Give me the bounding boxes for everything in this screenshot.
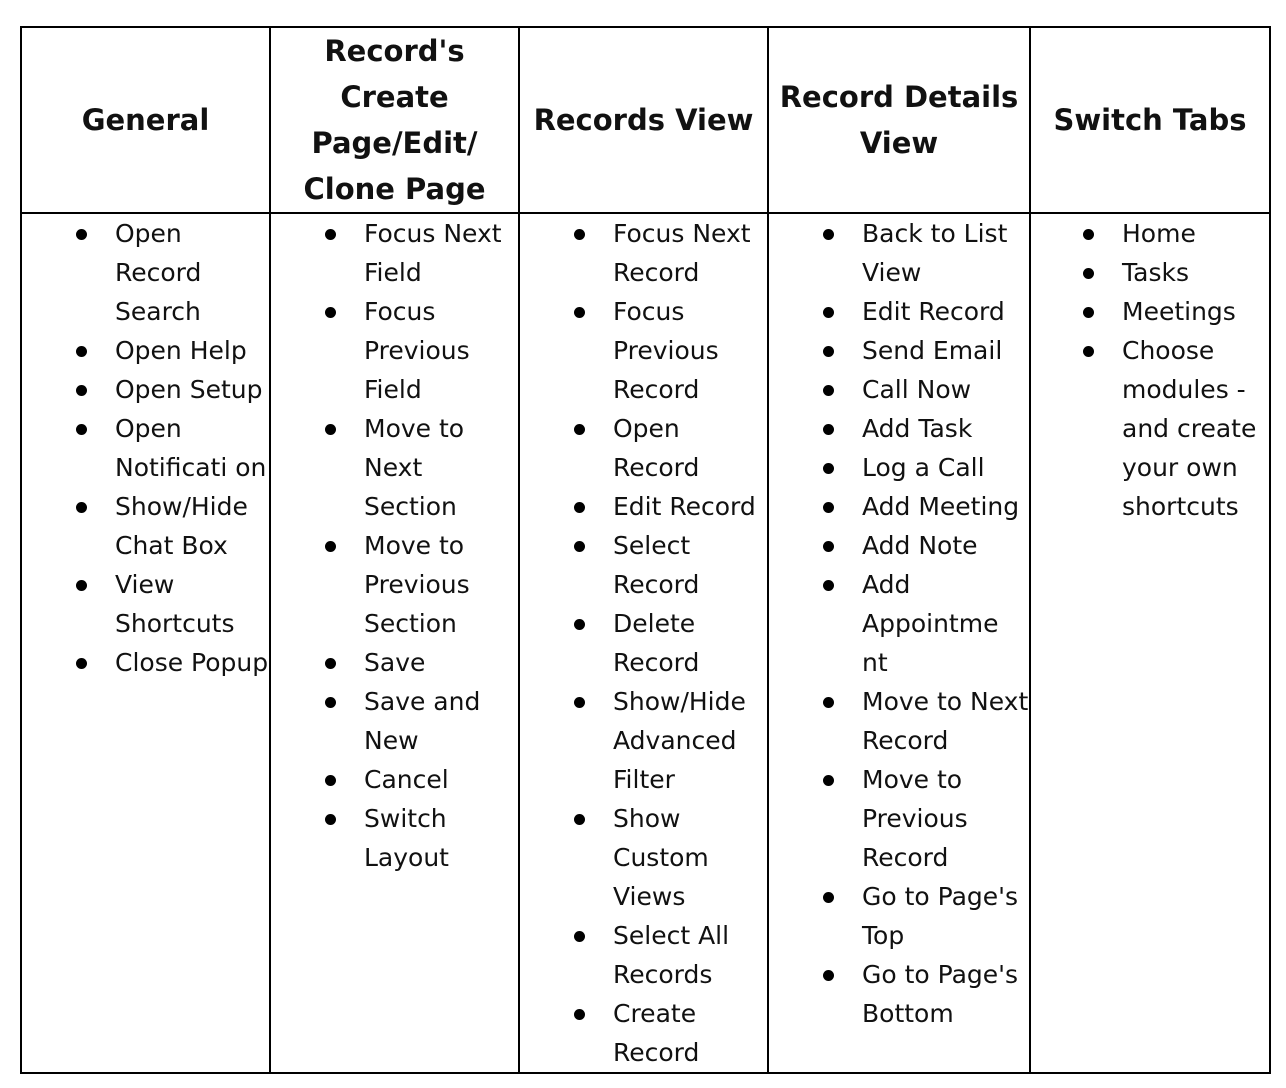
list-item	[862, 760, 1029, 877]
list-item	[862, 682, 1029, 760]
shortcut-label: Go to Page's Top	[862, 882, 1019, 950]
bullet-icon	[1083, 346, 1094, 357]
bullet-icon	[574, 424, 585, 435]
list-item	[613, 526, 767, 604]
bullet-icon	[325, 697, 336, 708]
header-create-edit-clone: Record's Create Page/Edit/ Clone Page	[270, 27, 519, 213]
shortcut-label: Move to Previous Record	[862, 765, 968, 872]
shortcut-label: Save and New	[364, 687, 481, 755]
bullet-icon	[574, 814, 585, 825]
bullet-icon	[574, 931, 585, 942]
shortcut-label: Open Help	[115, 336, 247, 365]
shortcut-label: Open Record Search	[115, 219, 202, 326]
bullet-icon	[823, 775, 834, 786]
bullet-icon	[574, 541, 585, 552]
list-item	[862, 448, 1029, 487]
shortcut-label: Cancel	[364, 765, 449, 794]
list-item	[115, 409, 269, 487]
header-row	[21, 27, 1270, 213]
bullet-icon	[823, 502, 834, 513]
list-item	[364, 682, 518, 760]
list-item	[613, 994, 767, 1072]
bullet-icon	[574, 229, 585, 240]
header-general: General	[21, 27, 270, 213]
list-item	[364, 760, 518, 799]
bullet-icon	[574, 307, 585, 318]
bullet-icon	[1083, 268, 1094, 279]
shortcut-label: Focus Previous Field	[364, 297, 470, 404]
shortcut-label: Call Now	[862, 375, 972, 404]
shortcut-label: Edit Record	[862, 297, 1005, 326]
list-item	[862, 409, 1029, 448]
bullet-icon	[76, 658, 87, 669]
list-item	[613, 604, 767, 682]
bullet-icon	[325, 658, 336, 669]
shortcut-label: Select Record	[613, 531, 700, 599]
shortcut-label: Edit Record	[613, 492, 756, 521]
bullet-icon	[823, 580, 834, 591]
bullet-icon	[823, 307, 834, 318]
list-item	[115, 214, 269, 331]
bullet-icon	[76, 502, 87, 513]
shortcut-label: Tasks	[1122, 258, 1189, 287]
list-item	[364, 409, 518, 526]
switch-tabs-list	[1031, 214, 1269, 526]
record-details-view-list	[769, 214, 1029, 1033]
bullet-icon	[823, 385, 834, 396]
create-edit-clone-list	[271, 214, 518, 877]
list-item	[115, 565, 269, 643]
list-item	[364, 214, 518, 292]
bullet-icon	[823, 697, 834, 708]
switch-tabs-cell	[1030, 213, 1270, 1073]
bullet-icon	[823, 970, 834, 981]
list-item	[115, 370, 269, 409]
list-item	[115, 487, 269, 565]
list-item	[862, 565, 1029, 682]
bullet-icon	[823, 463, 834, 474]
list-item	[862, 955, 1029, 1033]
shortcut-label: Home	[1122, 219, 1196, 248]
bullet-icon	[823, 346, 834, 357]
keyboard-shortcuts-table	[20, 26, 1271, 1074]
shortcut-row	[21, 213, 1270, 1073]
bullet-icon	[325, 541, 336, 552]
list-item	[364, 526, 518, 643]
shortcut-label: Add Task	[862, 414, 973, 443]
shortcut-label: Show/Hide Advanced Filter	[613, 687, 746, 794]
shortcut-label: Focus Next Record	[613, 219, 751, 287]
bullet-icon	[76, 424, 87, 435]
bullet-icon	[76, 229, 87, 240]
list-item	[613, 409, 767, 487]
bullet-icon	[325, 229, 336, 240]
list-item	[613, 916, 767, 994]
bullet-icon	[76, 580, 87, 591]
list-item	[862, 487, 1029, 526]
list-item	[862, 292, 1029, 331]
shortcut-label: Delete Record	[613, 609, 700, 677]
shortcut-label: Add Appointme nt	[862, 570, 999, 677]
bullet-icon	[76, 346, 87, 357]
shortcut-label: Create Record	[613, 999, 700, 1067]
shortcut-label: Open Record	[613, 414, 700, 482]
shortcut-label: Select All Records	[613, 921, 730, 989]
shortcut-label: Switch Layout	[364, 804, 449, 872]
general-list	[22, 214, 269, 682]
shortcut-label: Move to Previous Section	[364, 531, 470, 638]
list-item	[613, 682, 767, 799]
list-item	[613, 487, 767, 526]
list-item	[1122, 292, 1269, 331]
list-item	[613, 214, 767, 292]
list-item	[862, 877, 1029, 955]
shortcut-label: Add Note	[862, 531, 978, 560]
shortcut-label: Focus Next Field	[364, 219, 502, 287]
shortcut-label: Move to Next Section	[364, 414, 465, 521]
list-item	[613, 292, 767, 409]
shortcut-label: Show/Hide Chat Box	[115, 492, 248, 560]
bullet-icon	[823, 229, 834, 240]
bullet-icon	[325, 814, 336, 825]
list-item	[115, 643, 269, 682]
shortcut-label: Log a Call	[862, 453, 985, 482]
bullet-icon	[1083, 307, 1094, 318]
bullet-icon	[1083, 229, 1094, 240]
shortcut-label: Send Email	[862, 336, 1003, 365]
bullet-icon	[823, 424, 834, 435]
create-edit-clone-cell	[270, 213, 519, 1073]
list-item	[862, 331, 1029, 370]
shortcut-label: Show Custom Views	[613, 804, 709, 911]
shortcut-label: Focus Previous Record	[613, 297, 719, 404]
shortcut-label: Back to List View	[862, 219, 1008, 287]
shortcut-label: Close Popup	[115, 648, 269, 677]
shortcut-label: View Shortcuts	[115, 570, 235, 638]
list-item	[115, 331, 269, 370]
list-item	[364, 643, 518, 682]
list-item	[364, 799, 518, 877]
bullet-icon	[325, 775, 336, 786]
bullet-icon	[76, 385, 87, 396]
bullet-icon	[823, 541, 834, 552]
shortcut-label: Move to Next Record	[862, 687, 1029, 755]
list-item	[862, 526, 1029, 565]
shortcut-label: Save	[364, 648, 426, 677]
list-item	[862, 214, 1029, 292]
list-item	[862, 370, 1029, 409]
header-record-details-view: Record Details View	[768, 27, 1030, 213]
record-details-view-cell	[768, 213, 1030, 1073]
header-switch-tabs: Switch Tabs	[1030, 27, 1270, 213]
general-cell	[21, 213, 270, 1073]
bullet-icon	[574, 697, 585, 708]
shortcut-label: Add Meeting	[862, 492, 1020, 521]
records-view-cell	[519, 213, 768, 1073]
shortcut-label: Choose modules - and create your own shortcuts	[1122, 336, 1257, 521]
list-item	[1122, 253, 1269, 292]
list-item	[364, 292, 518, 409]
list-item	[1122, 214, 1269, 253]
shortcut-label: Go to Page's Bottom	[862, 960, 1019, 1028]
list-item	[1122, 331, 1269, 526]
bullet-icon	[325, 424, 336, 435]
shortcut-label: Open Setup	[115, 375, 263, 404]
list-item	[613, 799, 767, 916]
bullet-icon	[574, 502, 585, 513]
bullet-icon	[574, 1009, 585, 1020]
shortcut-label: Open Notificati on	[115, 414, 267, 482]
shortcut-label: Meetings	[1122, 297, 1236, 326]
bullet-icon	[574, 619, 585, 630]
bullet-icon	[325, 307, 336, 318]
header-records-view: Records View	[519, 27, 768, 213]
bullet-icon	[823, 892, 834, 903]
records-view-list	[520, 214, 767, 1072]
